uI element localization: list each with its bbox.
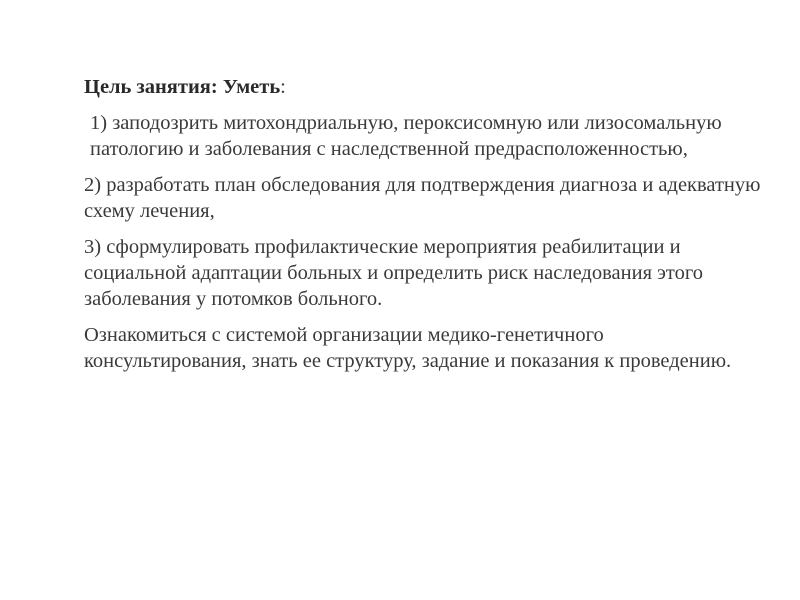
slide-content bbox=[84, 74, 764, 384]
goal-item-3: 3) сформулировать профилактические мероприятия реабилитации и социальной адаптации больных и определить риск наследования этого заболевания у потомков больного. bbox=[84, 236, 704, 310]
familiarization-paragraph: Ознакомиться с системой организации медико-генетичного консультирования, знать ее структуру, задание и показания к проведению. bbox=[84, 324, 732, 372]
lesson-goal-heading bbox=[84, 74, 764, 100]
lesson-goal-heading-bold: Цель занятия: Уметь bbox=[84, 76, 281, 98]
lesson-goal-heading-colon: : bbox=[280, 76, 286, 98]
goal-item-1: 1) заподозрить митохондриальную, пероксисомную или лизосомальную патологию и заболевания с наследственной предрасположенностью, bbox=[90, 112, 722, 160]
goal-item-2: 2) разработать план обследования для подтверждения диагноза и адекватную схему лечения, bbox=[84, 174, 761, 222]
